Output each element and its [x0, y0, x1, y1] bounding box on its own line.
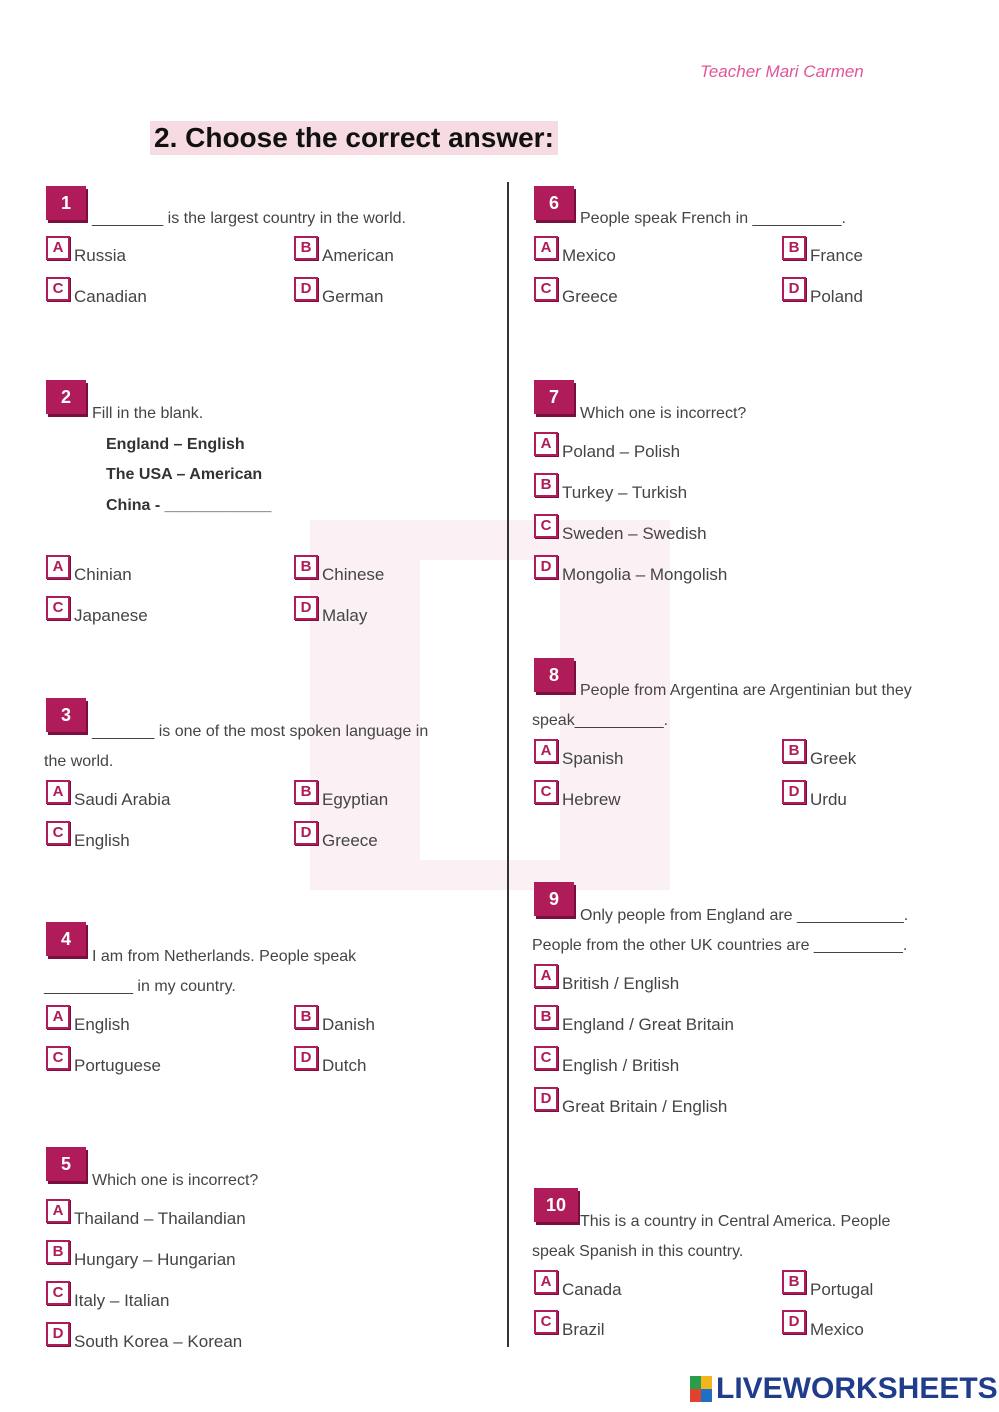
- question-number-badge: 5: [46, 1147, 86, 1181]
- option-label: South Korea – Korean: [74, 1332, 243, 1347]
- answer-option[interactable]: [46, 1322, 242, 1346]
- option-letter: B: [294, 555, 318, 579]
- option-label: Russia: [74, 246, 126, 265]
- option-letter: A: [46, 1005, 70, 1029]
- answer-option[interactable]: [782, 1270, 874, 1299]
- option-label: Greece: [562, 287, 618, 306]
- question-stem-line: The USA – American: [106, 466, 263, 483]
- option-letter: A: [534, 739, 558, 763]
- answer-option[interactable]: [782, 780, 847, 809]
- question-text: Fill in the blank.: [92, 405, 204, 422]
- answer-option[interactable]: [46, 1046, 161, 1075]
- option-letter: D: [294, 821, 318, 845]
- answer-option[interactable]: [46, 236, 126, 265]
- logo-text: LIVEWORKSHEETS: [716, 1372, 998, 1405]
- option-letter: C: [46, 1046, 70, 1070]
- question-text: _______ is one of the most spoken language in: [92, 723, 429, 740]
- question-text: This is a country in Central America. People: [580, 1213, 891, 1230]
- answer-option[interactable]: [782, 1310, 864, 1339]
- answer-option[interactable]: [534, 277, 618, 306]
- answer-option[interactable]: [46, 821, 130, 850]
- option-letter: B: [46, 1240, 70, 1264]
- option-label: Chinian: [74, 565, 132, 584]
- watermark-shape-inner: [420, 560, 560, 860]
- option-letter: D: [294, 1046, 318, 1070]
- answer-option[interactable]: [534, 1005, 734, 1034]
- question-number-badge: 8: [534, 658, 574, 692]
- question-text: the world.: [44, 753, 114, 770]
- answer-option[interactable]: [534, 432, 681, 461]
- option-label: American: [322, 246, 394, 265]
- answer-option[interactable]: [534, 236, 616, 265]
- question-number-badge: 4: [46, 922, 86, 956]
- answer-option[interactable]: [294, 236, 394, 265]
- option-letter: A: [46, 555, 70, 579]
- question-text: ________ is the largest country in the world.: [92, 210, 406, 227]
- option-label: Great Britain / English: [562, 1097, 728, 1116]
- option-letter: D: [534, 1087, 558, 1111]
- option-label: Portugal: [810, 1280, 874, 1299]
- option-letter: D: [782, 277, 806, 301]
- option-label: England / Great Britain: [562, 1015, 734, 1034]
- option-letter: A: [534, 236, 558, 260]
- answer-option[interactable]: [534, 780, 621, 809]
- option-letter: A: [46, 780, 70, 804]
- question-text: People from Argentina are Argentinian but they: [580, 682, 912, 699]
- option-label: Malay: [322, 606, 368, 625]
- option-label: Greek: [810, 749, 857, 768]
- option-label: Turkey – Turkish: [562, 483, 688, 502]
- answer-option[interactable]: [294, 821, 378, 850]
- option-label: Egyptian: [322, 790, 389, 809]
- option-label: Danish: [322, 1015, 375, 1034]
- question-text: speak Spanish in this country.: [532, 1243, 744, 1260]
- question-text: People from the other UK countries are __________.: [532, 937, 908, 954]
- option-letter: B: [782, 739, 806, 763]
- answer-option[interactable]: [534, 1087, 728, 1116]
- option-letter: C: [534, 1310, 558, 1334]
- option-letter: A: [534, 432, 558, 456]
- question-stem-line: England – English: [106, 436, 245, 453]
- option-label: Mongolia – Mongolish: [562, 565, 728, 584]
- answer-option[interactable]: [534, 1310, 605, 1339]
- question-text: People speak French in __________.: [580, 210, 846, 227]
- option-letter: B: [782, 236, 806, 260]
- option-label: Mexico: [562, 246, 616, 265]
- option-label: Sweden – Swedish: [562, 524, 707, 543]
- answer-option[interactable]: [46, 555, 132, 584]
- option-letter: D: [294, 277, 318, 301]
- answer-option[interactable]: [534, 1046, 680, 1075]
- answer-option[interactable]: [534, 555, 728, 584]
- option-letter: D: [46, 1322, 70, 1346]
- answer-option[interactable]: [534, 473, 688, 502]
- answer-option[interactable]: [534, 739, 624, 768]
- answer-option[interactable]: [46, 1199, 246, 1228]
- option-label: Poland – Polish: [562, 442, 681, 461]
- option-letter: B: [294, 780, 318, 804]
- question-number-badge: 9: [534, 882, 574, 916]
- answer-option[interactable]: [294, 596, 368, 625]
- answer-option[interactable]: [46, 780, 171, 809]
- answer-option[interactable]: [46, 1240, 236, 1269]
- clipped-option-wrapper: [0, 1320, 507, 1347]
- option-letter: B: [534, 473, 558, 497]
- option-letter: A: [534, 1270, 558, 1294]
- question-number-badge: 7: [534, 380, 574, 414]
- question-number-badge: 1: [46, 186, 86, 220]
- option-letter: C: [46, 821, 70, 845]
- answer-option[interactable]: [294, 1046, 367, 1075]
- question-text: speak__________.: [532, 712, 669, 729]
- option-label: Italy – Italian: [74, 1291, 170, 1310]
- option-letter: B: [782, 1270, 806, 1294]
- option-label: Portuguese: [74, 1056, 161, 1075]
- answer-option[interactable]: [534, 514, 707, 543]
- option-label: Brazil: [562, 1320, 605, 1339]
- option-label: Spanish: [562, 749, 624, 768]
- option-letter: A: [46, 1199, 70, 1223]
- answer-option[interactable]: [46, 1005, 130, 1034]
- question-text: Only people from England are ____________.: [580, 907, 909, 924]
- option-letter: B: [294, 1005, 318, 1029]
- option-label: Greece: [322, 831, 378, 850]
- option-label: German: [322, 287, 384, 306]
- option-label: English / British: [562, 1056, 680, 1075]
- option-label: Urdu: [810, 790, 847, 809]
- option-label: France: [810, 246, 863, 265]
- answer-option[interactable]: [782, 236, 863, 265]
- answer-option[interactable]: [46, 277, 147, 306]
- option-label: British / English: [562, 974, 680, 993]
- answer-option[interactable]: [294, 555, 385, 584]
- answer-option[interactable]: [782, 277, 863, 306]
- answer-option[interactable]: [782, 739, 857, 768]
- option-label: Chinese: [322, 565, 385, 584]
- question-number-badge: 10: [534, 1188, 578, 1222]
- teacher-credit: Teacher Mari Carmen: [700, 62, 864, 81]
- option-letter: D: [534, 555, 558, 579]
- question-text: I am from Netherlands. People speak: [92, 948, 357, 965]
- question-text: __________ in my country.: [44, 978, 236, 995]
- question-text: Which one is incorrect?: [580, 405, 747, 422]
- option-label: English: [74, 1015, 130, 1034]
- option-label: Poland: [810, 287, 863, 306]
- option-label: Dutch: [322, 1056, 367, 1075]
- logo-icon: [690, 1376, 712, 1402]
- question-number-badge: 6: [534, 186, 574, 220]
- question-number-badge: 3: [46, 698, 86, 732]
- option-label: Hebrew: [562, 790, 621, 809]
- option-letter: C: [534, 277, 558, 301]
- answer-option[interactable]: [294, 1005, 375, 1034]
- answer-option[interactable]: [534, 964, 680, 993]
- option-letter: C: [534, 1046, 558, 1070]
- question-number-badge: 2: [46, 380, 86, 414]
- option-letter: C: [534, 514, 558, 538]
- option-letter: D: [782, 780, 806, 804]
- option-label: English: [74, 831, 130, 850]
- option-letter: C: [534, 780, 558, 804]
- option-label: Saudi Arabia: [74, 790, 171, 809]
- answer-option[interactable]: [294, 780, 389, 809]
- liveworksheets-logo[interactable]: [690, 1372, 998, 1406]
- option-label: Mexico: [810, 1320, 864, 1339]
- option-letter: D: [782, 1310, 806, 1334]
- answer-option[interactable]: [46, 596, 148, 625]
- column-divider: [507, 182, 509, 1347]
- option-letter: C: [46, 1281, 70, 1305]
- answer-option[interactable]: [46, 1281, 170, 1310]
- option-label: Hungary – Hungarian: [74, 1250, 236, 1269]
- option-letter: B: [294, 236, 318, 260]
- option-label: Canada: [562, 1280, 622, 1299]
- option-letter: B: [534, 1005, 558, 1029]
- question-stem-line: China - ____________: [106, 497, 272, 514]
- option-label: Japanese: [74, 606, 148, 625]
- answer-option[interactable]: [534, 1270, 622, 1299]
- option-letter: C: [46, 277, 70, 301]
- answer-option[interactable]: [294, 277, 384, 306]
- exercise-heading: 2. Choose the correct answer:: [150, 121, 558, 155]
- option-letter: C: [46, 596, 70, 620]
- question-text: Which one is incorrect?: [92, 1172, 259, 1189]
- option-label: Canadian: [74, 287, 147, 306]
- option-letter: A: [46, 236, 70, 260]
- option-letter: D: [294, 596, 318, 620]
- option-letter: A: [534, 964, 558, 988]
- option-label: Thailand – Thailandian: [74, 1209, 246, 1228]
